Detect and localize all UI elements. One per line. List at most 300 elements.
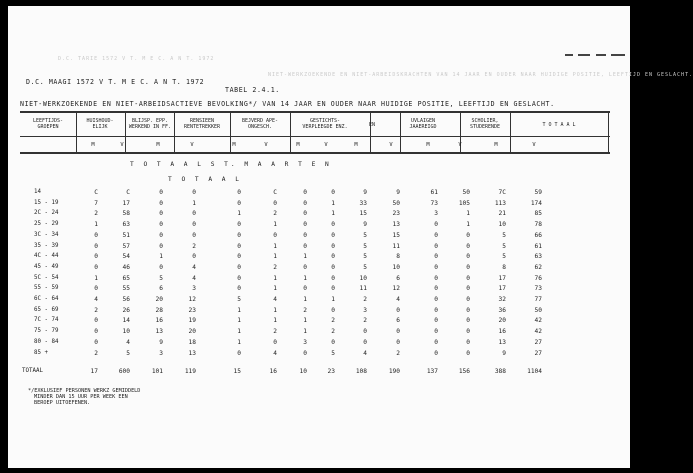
table-cell: 0 [237,242,241,250]
table-cell: 33 [359,199,367,207]
table-cell: 0 [159,231,163,239]
header-rule-bottom [20,152,610,154]
table-cell: 0 [159,189,163,196]
table-cell: 0 [466,317,470,325]
row-label: 3C - 34 [34,231,59,238]
margin-mark [596,54,606,56]
table-cell: 0 [434,274,438,282]
table-cell: 0 [331,263,335,271]
table-cell: 17 [498,274,506,282]
table-cell: 0 [192,221,196,229]
table-cell: 6 [159,285,163,293]
table-cell: 1 [273,253,277,261]
table-cell: 65 [122,274,130,282]
table-cell: 0 [303,210,307,218]
table-cell: 1 [331,199,335,207]
sex-subheader: V [264,142,268,148]
table-cell: 59 [534,189,542,196]
table-cell: 0 [237,285,241,293]
table-cell: 26 [122,306,130,314]
table-cell: 0 [434,221,438,229]
footnote-line-3: BEROEP UITOEFENEN. [34,400,91,406]
table-cell: 0 [159,263,163,271]
table-cell: 0 [94,253,98,261]
total-cell: 10 [299,368,307,375]
ghost-line-2: NIET-WERKZOEKENDE EN NIET-ARBEIDSKRACHTEN VAN 14 JAAR EN OUDER NAAR HUIDIGE POSITIE, LEEFTIJD EN GESLACHT. [268,72,693,78]
table-cell: 0 [434,296,438,303]
table-cell: 13 [498,338,506,346]
column-header: BEJVERD APE- ONGESCH. [241,118,279,130]
table-cell: 0 [466,349,470,357]
column-divider [608,111,609,152]
sex-subheader: M [426,142,430,148]
table-cell: 42 [534,328,542,336]
table-cell: 5 [237,296,241,303]
table-cell: 1 [159,253,163,261]
table-cell: 3 [434,210,438,218]
sex-subheader: M [91,142,95,148]
row-label: 65 - 69 [34,306,59,313]
table-cell: 0 [434,317,438,325]
column-header: UVLAIGEN JAAEREIGD [409,118,437,130]
column-divider [510,111,511,152]
table-cell: 174 [530,199,542,207]
total-cell: 388 [494,368,506,375]
table-cell: 0 [273,338,277,346]
table-cell: 0 [434,231,438,239]
table-cell: 0 [94,285,98,293]
table-cell: 0 [466,306,470,314]
table-cell: 5 [159,274,163,282]
table-cell: 20 [155,296,163,303]
table-cell: 1 [192,199,196,207]
table-cell: 17 [498,285,506,293]
table-cell: 2 [363,296,367,303]
table-cell: C [126,189,130,196]
table-cell: 10 [498,221,506,229]
table-cell: 1 [237,317,241,325]
table-cell: 5 [331,349,335,357]
table-cell: 0 [331,274,335,282]
table-cell: 78 [534,221,542,229]
table-cell: 8 [396,253,400,261]
table-cell: 3 [192,285,196,293]
sex-subheader: V [458,142,462,148]
table-cell: 0 [303,242,307,250]
table-cell: 0 [363,338,367,346]
table-cell: 105 [458,199,470,207]
table-cell: 0 [434,338,438,346]
table-cell: 50 [392,199,400,207]
table-cell: 9 [396,189,400,196]
column-header: GESTICHTS- VERPLEEGDE ENZ. [302,118,348,130]
table-cell: 3 [159,349,163,357]
table-cell: 0 [94,263,98,271]
table-cell: 4 [363,349,367,357]
margin-mark [565,54,573,56]
table-cell: 0 [396,306,400,314]
table-cell: 50 [534,306,542,314]
table-number: TABEL 2.4.1. [225,86,280,94]
table-cell: 76 [534,274,542,282]
table-cell: 0 [237,349,241,357]
table-cell: 32 [498,296,506,303]
total-cell: 156 [458,368,470,375]
total-cell: 600 [118,368,130,375]
table-cell: 42 [534,317,542,325]
table-cell: 2 [94,349,98,357]
table-cell: 0 [303,199,307,207]
sex-subheader: M [494,142,498,148]
table-cell: 16 [155,317,163,325]
total-cell: 23 [327,368,335,375]
table-cell: 4 [273,296,277,303]
source-line: D.C. MAAGI 1572 V T. M E C. A N T. 1972 [26,78,205,86]
table-cell: 1 [466,221,470,229]
table-cell: 0 [466,338,470,346]
table-cell: 3 [303,338,307,346]
table-cell: 0 [237,189,241,196]
sex-subheader: V [389,142,393,148]
column-divider [400,111,401,152]
table-cell: 1 [273,274,277,282]
table-cell: 0 [159,221,163,229]
table-cell: 0 [434,349,438,357]
table-cell: 61 [534,242,542,250]
row-label: 4C - 44 [34,253,59,260]
table-cell: 0 [434,285,438,293]
table-cell: 0 [466,296,470,303]
table-cell: 0 [159,199,163,207]
table-cell: 0 [434,242,438,250]
sex-subheader: M [156,142,160,148]
total-cell: 119 [184,368,196,375]
table-cell: 0 [303,189,307,196]
table-cell: 5 [502,253,506,261]
table-cell: 10 [392,263,400,271]
table-cell: 51 [122,231,130,239]
table-cell: 0 [466,253,470,261]
table-cell: 0 [94,317,98,325]
table-cell: 57 [122,242,130,250]
table-cell: 1 [303,253,307,261]
table-cell: 1 [237,306,241,314]
column-header: T O T A A L [542,122,576,128]
table-cell: 0 [303,231,307,239]
table-cell: 28 [155,306,163,314]
table-cell: 0 [192,210,196,218]
table-cell: 27 [534,349,542,357]
sex-subheader: V [120,142,124,148]
table-cell: 5 [363,242,367,250]
table-cell: 18 [188,338,196,346]
row-label: 2C - 24 [34,210,59,217]
row-label: 85 + [34,349,48,356]
table-cell: 1 [94,274,98,282]
row-label: 55 - 59 [34,285,59,292]
ghost-line-1: D.C. TARIE 1572 V T. M E C. A N T. 1972 [58,56,215,62]
table-cell: 0 [237,221,241,229]
table-cell: 8 [502,263,506,271]
table-cell: 5 [363,253,367,261]
total-cell: 108 [355,368,367,375]
table-cell: 0 [303,349,307,357]
total-cell: 1104 [527,368,542,375]
row-label: 45 - 49 [34,263,59,270]
table-cell: 10 [359,274,367,282]
table-cell: 0 [466,328,470,336]
total-cell: 101 [151,368,163,375]
sex-subheader: M [296,142,300,148]
table-cell: 0 [273,231,277,239]
table-cell: 85 [534,210,542,218]
table-cell: 0 [331,242,335,250]
table-cell: 23 [392,210,400,218]
row-label: 75 - 79 [34,328,59,335]
table-cell: 1 [237,328,241,336]
column-divider [76,111,77,152]
table-cell: 19 [188,317,196,325]
total-cell: 137 [426,368,438,375]
table-cell: 7C [498,189,506,196]
table-cell: 113 [494,199,506,207]
table-cell: 0 [237,274,241,282]
table-cell: 17 [122,199,130,207]
total-cell: 16 [269,368,277,375]
table-cell: 4 [396,296,400,303]
table-cell: 12 [188,296,196,303]
table-cell: 0 [434,328,438,336]
table-cell: 1 [303,317,307,325]
table-cell: 0 [237,253,241,261]
table-cell: 2 [273,263,277,271]
sex-subheader: M [354,142,358,148]
table-cell: 0 [434,306,438,314]
table-cell: 63 [122,221,130,229]
table-cell: 5 [126,349,130,357]
table-cell: 1 [273,221,277,229]
table-cell: 4 [126,338,130,346]
table-cell: 20 [188,328,196,336]
table-cell: 1 [303,328,307,336]
table-cell: 1 [303,274,307,282]
table-cell: 61 [430,189,438,196]
table-cell: 0 [192,231,196,239]
table-cell: 0 [303,285,307,293]
table-cell: 0 [466,285,470,293]
table-cell: 4 [192,263,196,271]
table-cell: 15 [359,210,367,218]
total-cell: 190 [388,368,400,375]
table-cell: 46 [122,263,130,271]
table-cell: 9 [363,189,367,196]
table-cell: 0 [466,231,470,239]
table-cell: 0 [466,263,470,271]
section-title-st-maarten: T O T A A L S T. M A A R T E N [130,161,332,168]
sex-subheader: V [190,142,194,148]
table-cell: 0 [273,199,277,207]
table-cell: 5 [502,242,506,250]
table-cell: 2 [363,317,367,325]
table-cell: C [273,189,277,196]
row-label: 35 - 39 [34,242,59,249]
table-cell: 2 [303,306,307,314]
column-header: EN [368,122,376,128]
table-cell: 9 [502,349,506,357]
table-cell: 1 [273,242,277,250]
table-cell: C [94,189,98,196]
table-cell: 0 [94,328,98,336]
table-cell: 3 [363,306,367,314]
table-cell: 1 [303,296,307,303]
section-title-totaal: T O T A A L [168,176,242,183]
footnote-line-1: */EXKLUSIEF PERSONEN WERKZ GEMIDDELD [28,388,141,394]
table-cell: 0 [466,242,470,250]
table-cell: 15 [392,231,400,239]
table-cell: 5 [502,231,506,239]
table-cell: 0 [331,338,335,346]
table-cell: 2 [273,328,277,336]
table-cell: 7 [94,199,98,207]
table-cell: 73 [534,285,542,293]
total-cell: 15 [233,368,241,375]
table-cell: 55 [122,285,130,293]
table-cell: 9 [159,338,163,346]
table-cell: 56 [122,296,130,303]
total-row-label: TOTAAL [22,368,43,374]
table-cell: 2 [273,210,277,218]
table-cell: 1 [466,210,470,218]
margin-mark [611,54,625,56]
column-header: HUISHOUD- ELIJK [86,118,114,130]
column-divider [370,111,371,152]
table-cell: 13 [188,349,196,357]
table-cell: 13 [392,221,400,229]
sex-subheader: V [324,142,328,148]
table-cell: 2 [94,306,98,314]
table-cell: 0 [331,285,335,293]
table-cell: 23 [188,306,196,314]
table-cell: 0 [159,210,163,218]
table-cell: 6 [396,317,400,325]
table-cell: 0 [466,274,470,282]
table-cell: 0 [303,263,307,271]
table-cell: 21 [498,210,506,218]
table-cell: 0 [396,338,400,346]
table-cell: 27 [534,338,542,346]
table-cell: 0 [331,306,335,314]
row-label: 6C - 64 [34,296,59,302]
table-cell: 1 [237,210,241,218]
table-cell: 2 [94,210,98,218]
table-cell: 0 [94,242,98,250]
table-cell: 2 [331,317,335,325]
table-cell: 1 [273,285,277,293]
table-cell: 0 [331,231,335,239]
table-cell: 0 [396,328,400,336]
table-cell: 5 [363,231,367,239]
table-cell: 0 [192,253,196,261]
table-cell: 0 [159,242,163,250]
table-cell: 0 [434,263,438,271]
table-cell: 14 [122,317,130,325]
table-cell: 1 [237,338,241,346]
table-cell: 50 [462,189,470,196]
table-cell: 1 [94,221,98,229]
row-label: 5C - 54 [34,274,59,281]
table-cell: 5 [363,263,367,271]
table-cell: 0 [94,231,98,239]
sex-subheader: V [532,142,536,148]
row-label: 15 - 19 [34,199,59,206]
table-title: NIET-WERKZOEKENDE EN NIET-ARBEIDSACTIEVE BEVOLKING*/ VAN 14 JAAR EN OUDER NAAR HUIDIGE POSITIE, LEEFTIJD EN GESLACHT. [20,100,555,108]
table-cell: 62 [534,263,542,271]
table-cell: 58 [122,210,130,218]
table-cell: 4 [192,274,196,282]
table-cell: 2 [396,349,400,357]
header-rule-mid [20,136,610,137]
table-cell: 0 [363,328,367,336]
table-cell: 4 [273,349,277,357]
column-header: RENSIEEN RENTETREKKER [183,118,221,130]
table-cell: 77 [534,296,542,303]
column-header: BLIJSP. EPP. WERKEND IN FF. [128,118,172,130]
row-label: 14 [34,189,41,195]
table-cell: 2 [192,242,196,250]
table-cell: 0 [331,189,335,196]
table-cell: 1 [331,210,335,218]
table-cell: 63 [534,253,542,261]
table-cell: 0 [331,253,335,261]
table-cell: 0 [331,221,335,229]
table-cell: 13 [155,328,163,336]
margin-mark [578,54,590,56]
total-cell: 17 [90,368,98,375]
table-cell: 54 [122,253,130,261]
table-cell: 0 [192,189,196,196]
table-cell: 11 [359,285,367,293]
table-cell: 1 [273,317,277,325]
table-cell: 2 [331,328,335,336]
column-divider [174,111,175,152]
table-cell: 16 [498,328,506,336]
table-cell: 36 [498,306,506,314]
table-cell: 66 [534,231,542,239]
row-label: 7C - 74 [34,317,59,324]
table-cell: 0 [237,199,241,207]
row-label: 80 - 84 [34,338,59,345]
table-cell: 0 [237,263,241,271]
table-cell: 11 [392,242,400,250]
footnote-line-2: MINDER DAN 15 UUR PER WEEK EEN [34,394,128,400]
table-cell: 1 [273,306,277,314]
header-rule-top [20,111,610,113]
document-page [8,6,693,468]
table-cell: 6 [396,274,400,282]
row-label: 25 - 29 [34,221,59,228]
table-cell: 10 [122,328,130,336]
table-cell: 9 [363,221,367,229]
table-cell: 0 [94,338,98,346]
table-cell: 20 [498,317,506,325]
sex-subheader: M [232,142,236,148]
column-header: LEEFTIJDS- GROEPEN [32,118,64,130]
table-cell: 73 [430,199,438,207]
table-cell: 0 [237,231,241,239]
table-cell: 0 [303,221,307,229]
column-header: SCHOLIER, STUDERENDE [469,118,501,130]
table-cell: 12 [392,285,400,293]
